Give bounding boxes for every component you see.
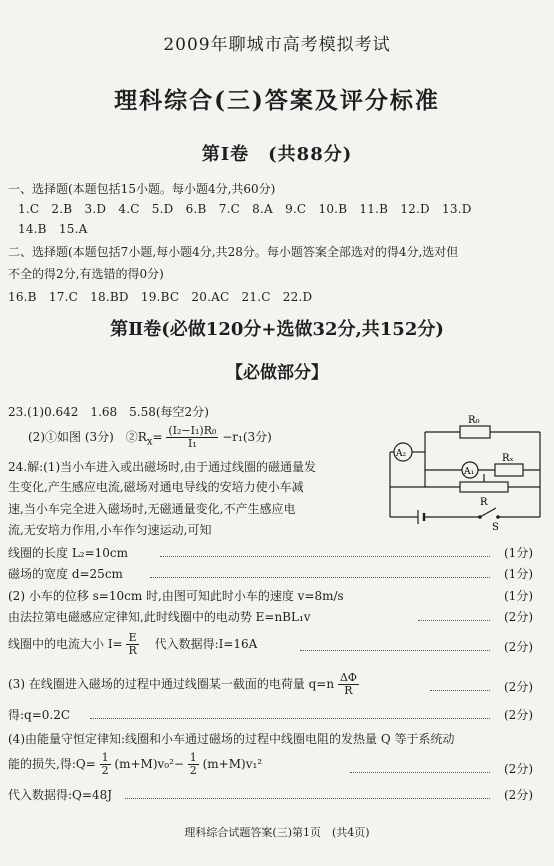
q23-line1: 23.(1)0.642 1.68 5.58(每空2分) (8, 405, 209, 419)
label-a2: A₂ (396, 449, 407, 459)
q23-line2 (28, 425, 272, 450)
leader-dots (418, 620, 490, 621)
fraction-denominator: 2 (189, 764, 197, 777)
q24-line2: 生变化,产生感应电流,磁场对通电导线的安培力使小车减 (8, 480, 304, 494)
q23-fraction (166, 425, 218, 450)
q23-part2-label: (2)①如图 (3分) ②R (28, 430, 147, 444)
section-one-answers-row2: 14.B 15.A (18, 222, 88, 236)
q23-fraction-denominator: I₁ (188, 437, 197, 450)
fraction-numerator: ΔΦ (339, 671, 357, 684)
q24-energy-term1: (m+M)v₀²− (114, 757, 184, 771)
q24-current-result: 代入数据得:I=16A (142, 637, 258, 651)
half-fraction (100, 752, 111, 777)
part-one-heading: 第Ⅰ卷 (共88分) (201, 144, 353, 165)
q24-coil-length: 线圈的长度 L₂=10cm (8, 546, 129, 560)
fraction-denominator: R (128, 644, 137, 657)
q24-charge-fraction (338, 672, 359, 697)
document-title: 理科综合(三)答案及评分标准 (114, 87, 440, 114)
score-charge: (2分) (504, 680, 533, 694)
q23-part2-tail: −r₁(3分) (222, 430, 272, 444)
leader-dots (90, 718, 490, 719)
label-s: S (492, 522, 499, 532)
leader-dots (300, 650, 490, 651)
leader-dots (350, 772, 490, 773)
q24-line1: 24.解:(1)当小车进入或出磁场时,由于通过线圈的磁通量发 (8, 460, 316, 474)
label-r: R (480, 497, 488, 508)
fraction-numerator: E (126, 632, 138, 645)
q24-emf: 由法拉第电磁感应定律知,此时线圈中的电动势 E=nBL₁v (8, 610, 311, 624)
q24-velocity: (2) 小车的位移 s=10cm 时,由图可知此时小车的速度 v=8m/s (8, 589, 344, 603)
section-one-heading: 一、选择题(本题包括15小题。每小题4分,共60分) (8, 182, 276, 196)
q24-energy-label: 能的损失,得:Q= (8, 757, 96, 771)
q24-line4: 流,无安培力作用,小车作匀速运动,可知 (8, 523, 212, 537)
score-energy: (2分) (504, 762, 533, 776)
score-field-width: (1分) (504, 567, 533, 581)
q24-current-label: 线圈中的电流大小 I= (8, 637, 123, 651)
q24-line3: 速,当小车完全进入磁场时,无磁通量变化,不产生感应电 (8, 502, 296, 516)
page-footer: 理科综合试题答案(三)第1页 (共4页) (184, 826, 370, 839)
section-two-answers: 16.B 17.C 18.BD 19.BC 20.AC 21.C 22.D (8, 290, 313, 304)
section-two-heading-line1: 二、选择题(本题包括7小题,每小题4分,共28分。每小题答案全部选对的得4分,选对但 (8, 245, 459, 259)
score-velocity: (1分) (504, 589, 533, 603)
section-one-answers-row1: 1.C 2.B 3.D 4.C 5.D 6.B 7.C 8.A 9.C 10.B 11.B 12.D 13.D (18, 202, 472, 216)
q24-current (8, 632, 257, 657)
score-current: (2分) (504, 640, 533, 654)
fraction-numerator: 1 (101, 751, 109, 764)
fraction-numerator: 1 (189, 751, 197, 764)
part-two-heading: 第Ⅱ卷(必做120分+选做32分,共152分) (110, 319, 444, 340)
q24-charge-label: (3) 在线圈进入磁场的过程中通过线圈某一截面的电荷量 q=n (8, 677, 335, 691)
label-a1: A₁ (464, 467, 475, 477)
q24-charge-result: 得:q=0.2C (8, 708, 71, 722)
score-heat-result: (2分) (504, 788, 533, 802)
leader-dots (150, 577, 490, 578)
q23-equals: = (152, 430, 163, 444)
q24-energy-line2 (8, 752, 262, 777)
score-emf: (2分) (504, 610, 533, 624)
q24-heat-result: 代入数据得:Q=48J (8, 788, 113, 802)
q24-energy-line1: (4)由能量守恒定律知:线圈和小车通过磁场的过程中线圈电阻的发热量 Q 等于系统动 (8, 732, 455, 746)
leader-dots (125, 798, 490, 799)
section-two-heading-line2: 不全的得2分,有选错的得0分) (8, 267, 164, 281)
label-r0: R₀ (468, 415, 480, 426)
circuit-diagram (380, 412, 550, 532)
leader-dots (430, 690, 490, 691)
q24-energy-term2: (m+M)v₁² (202, 757, 263, 771)
score-coil-length: (1分) (504, 546, 533, 560)
q23-fraction-numerator: (I₂−I₁)R₀ (168, 424, 217, 437)
label-rx: Rₓ (502, 453, 514, 464)
q23-subscript: x (146, 436, 153, 448)
leader-dots (160, 556, 490, 557)
q24-current-fraction (126, 632, 138, 657)
score-charge-result: (2分) (504, 708, 533, 722)
q24-field-width: 磁场的宽度 d=25cm (8, 567, 123, 581)
fraction-denominator: R (344, 684, 353, 697)
half-fraction (188, 752, 199, 777)
required-part-heading: 【必做部分】 (226, 363, 328, 383)
fraction-denominator: 2 (101, 764, 109, 777)
q24-charge (8, 672, 359, 697)
exam-title: 2009年聊城市高考模拟考试 (163, 35, 391, 55)
